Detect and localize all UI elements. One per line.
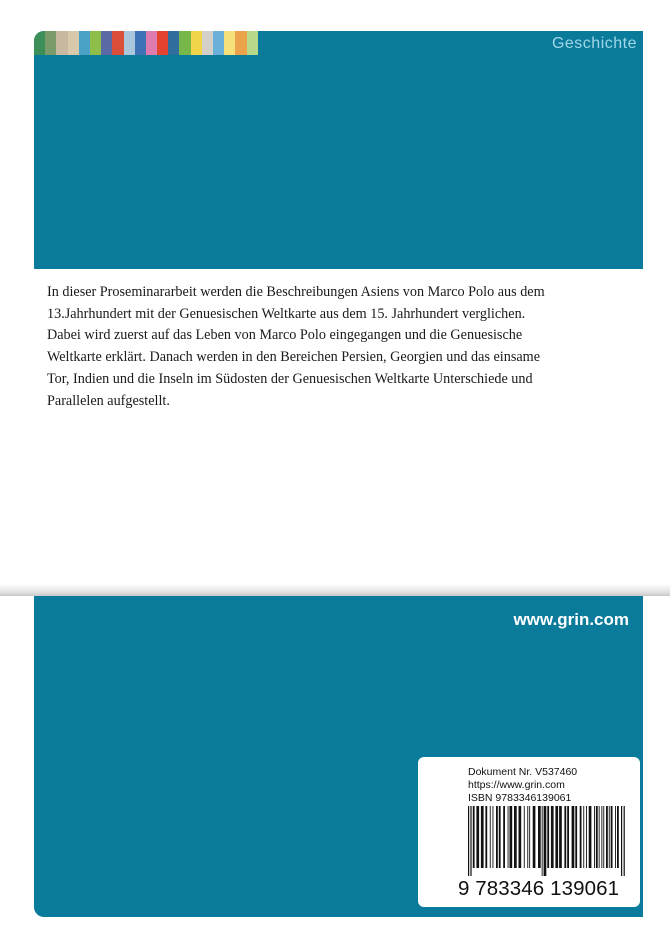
barcode-bar <box>586 806 587 868</box>
barcode-bar <box>564 806 566 868</box>
isbn-box <box>418 757 640 907</box>
barcode-bar <box>524 806 525 868</box>
barcode-bar <box>476 806 479 868</box>
isbn-number: ISBN 9783346139061 <box>468 792 572 804</box>
color-stripe <box>124 31 135 55</box>
description-line: Tor, Indien und die Inseln im Südosten der Genuesischen Weltkarte Unterschiede und <box>47 370 533 387</box>
isbn-info <box>468 766 633 805</box>
page-fold-shadow <box>0 584 670 596</box>
barcode-bar <box>615 806 616 868</box>
barcode-bar <box>601 806 602 868</box>
barcode-bar <box>599 806 600 868</box>
color-stripe <box>68 31 79 55</box>
barcode-bar <box>572 806 575 868</box>
category-label: Geschichte <box>551 35 637 52</box>
barcode-bar <box>580 806 582 868</box>
color-stripe <box>90 31 101 55</box>
color-stripe <box>34 31 45 55</box>
book-description <box>47 282 617 412</box>
barcode-bar <box>527 806 528 868</box>
description-line: In dieser Proseminararbeit werden die Beschreibungen Asiens von Marco Polo aus dem <box>47 284 545 300</box>
color-stripe <box>135 31 146 55</box>
color-stripe <box>224 31 235 55</box>
barcode-bar <box>555 806 558 868</box>
barcode-bar <box>470 806 471 876</box>
color-stripe <box>247 31 258 55</box>
color-stripe <box>79 31 90 55</box>
barcode-bar <box>606 806 608 868</box>
barcode-bar <box>499 806 501 868</box>
publisher-url[interactable]: www.grin.com <box>513 610 629 629</box>
barcode-bar <box>529 806 530 868</box>
barcode-bar <box>544 806 547 876</box>
barcode-bar <box>510 806 513 868</box>
color-stripe <box>168 31 179 55</box>
barcode-bar <box>519 806 522 868</box>
barcode-bar <box>609 806 610 868</box>
barcode-bar <box>624 806 625 876</box>
color-stripes <box>34 31 258 55</box>
barcode-bar <box>481 806 484 868</box>
barcode-bar <box>551 806 554 868</box>
barcode-bar <box>490 806 491 868</box>
cover-top-band <box>34 31 643 269</box>
barcode-bar <box>583 806 584 868</box>
barcode <box>466 806 626 876</box>
barcode-bar <box>496 806 498 868</box>
barcode-bar <box>485 806 487 868</box>
color-stripe <box>112 31 123 55</box>
barcode-bar <box>514 806 517 868</box>
description-line: 13.Jahrhundert mit der Genuesischen Weltkarte aus dem 15. Jahrhundert verglichen. <box>47 305 526 322</box>
color-stripe <box>179 31 190 55</box>
barcode-bar <box>538 806 541 868</box>
barcode-bar <box>547 806 549 868</box>
publisher-link[interactable]: https://www.grin.com <box>468 779 565 791</box>
barcode-bar <box>533 806 536 868</box>
color-stripe <box>101 31 112 55</box>
barcode-bar <box>594 806 595 868</box>
color-stripe <box>146 31 157 55</box>
barcode-bar <box>503 806 505 868</box>
barcode-digits: 9 783346 139061 <box>458 877 620 900</box>
barcode-bar <box>575 806 577 868</box>
color-stripe <box>157 31 168 55</box>
color-stripe <box>202 31 213 55</box>
barcode-bar <box>603 806 604 868</box>
barcode-bar <box>473 806 475 868</box>
barcode-bar <box>508 806 509 868</box>
barcode-bar <box>611 806 613 868</box>
description-line: Dabei wird zuerst auf das Leben von Marco Polo eingegangen und die Genuesische <box>47 327 523 344</box>
color-stripe <box>45 31 56 55</box>
color-stripe <box>191 31 202 55</box>
barcode-bar <box>596 806 598 868</box>
barcode-bar <box>589 806 592 868</box>
barcode-bar <box>493 806 494 868</box>
barcode-bar <box>617 806 619 868</box>
description-line: Weltkarte erklärt. Danach werden in den Bereichen Persien, Georgien und das einsame <box>47 349 540 366</box>
barcode-bar <box>542 806 543 876</box>
color-stripe <box>213 31 224 55</box>
barcode-bar <box>621 806 622 876</box>
barcode-bar <box>468 806 469 876</box>
barcode-bar <box>567 806 569 868</box>
color-stripe <box>56 31 67 55</box>
barcode-bar <box>559 806 562 868</box>
description-line: Parallelen aufgestellt. <box>47 392 170 409</box>
document-number: Dokument Nr. V537460 <box>468 766 578 778</box>
color-stripe <box>235 31 246 55</box>
